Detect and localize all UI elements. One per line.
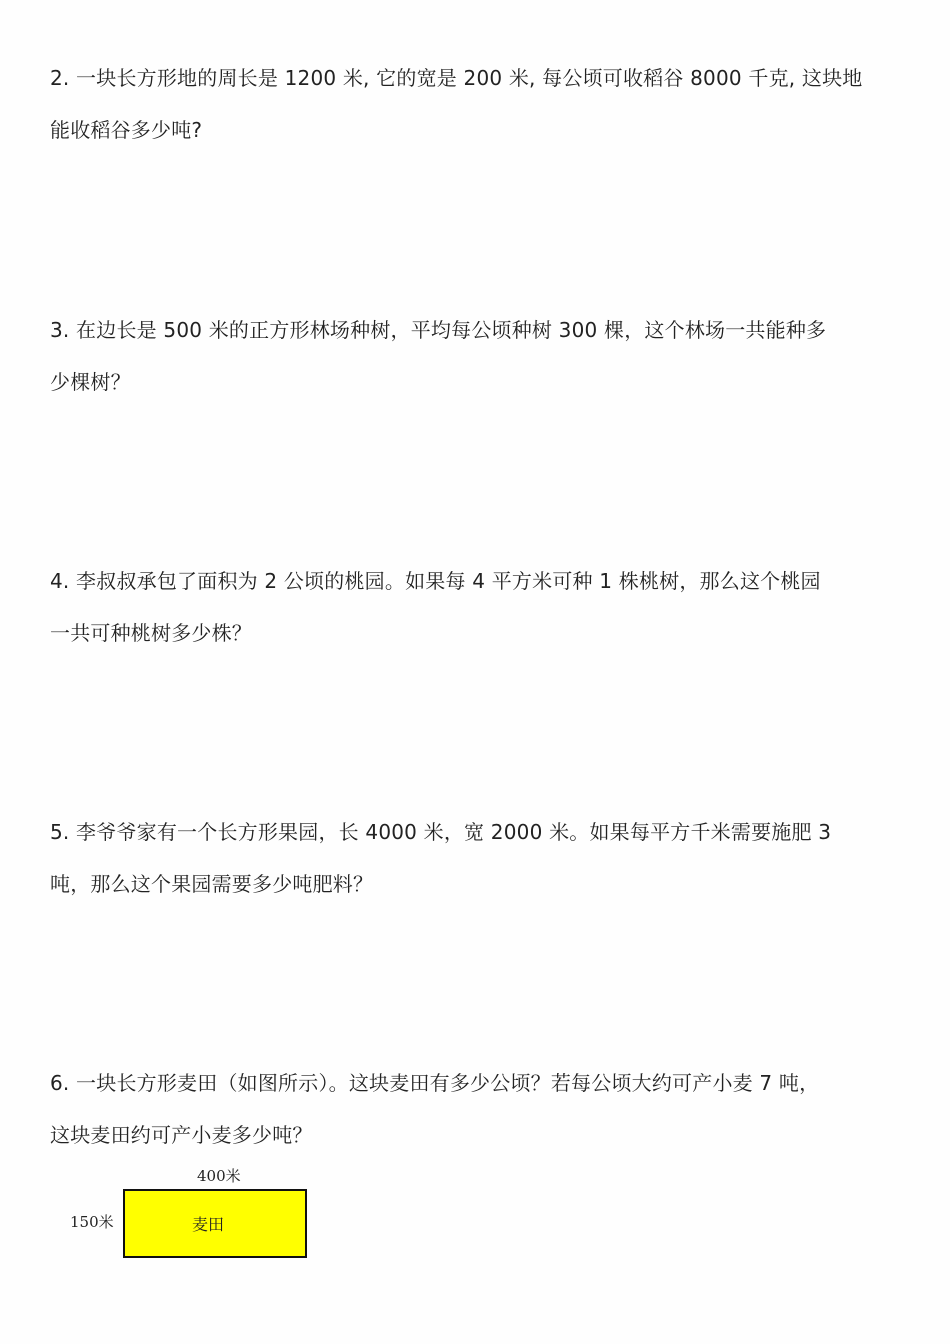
wheat-field-label: 麦田 xyxy=(191,1215,224,1234)
problem-4 xyxy=(50,555,900,659)
problem-3-line-2: 少棵树？ xyxy=(50,370,131,394)
problem-6 xyxy=(50,1057,900,1161)
problem-4-line-2: 一共可种桃树多少株？ xyxy=(50,621,252,645)
problem-2-line-2: 能收稻谷多少吨? xyxy=(50,118,203,142)
problem-3 xyxy=(50,304,900,408)
problem-6-line-2: 这块麦田约可产小麦多少吨？ xyxy=(50,1123,313,1147)
problem-6-line-1: 6. 一块长方形麦田（如图所示）。这块麦田有多少公顷？若每公顷大约可产小麦 7 吨， xyxy=(50,1071,820,1095)
field-height-label: 150米 xyxy=(70,1213,114,1231)
field-width-label: 400米 xyxy=(197,1167,241,1185)
problem-5 xyxy=(50,806,900,910)
problem-2 xyxy=(50,52,900,156)
problem-5-line-1: 5. 李爷爷家有一个长方形果园，长 4000 米，宽 2000 米。如果每平方千米需要施肥 3 xyxy=(50,820,832,844)
wheat-field-rectangle xyxy=(123,1189,307,1258)
problem-5-line-2: 吨，那么这个果园需要多少吨肥料？ xyxy=(50,872,374,896)
problem-3-line-1: 3. 在边长是 500 米的正方形林场种树，平均每公顷种树 300 棵，这个林场一共能种多 xyxy=(50,318,827,342)
problem-4-line-1: 4. 李叔叔承包了面积为 2 公顷的桃园。如果每 4 平方米可种 1 株桃树，那么这个桃园 xyxy=(50,569,821,593)
problem-2-line-1: 2. 一块长方形地的周长是 1200 米, 它的宽是 200 米, 每公顷可收稻谷 8000 千克, 这块地 xyxy=(50,66,863,90)
